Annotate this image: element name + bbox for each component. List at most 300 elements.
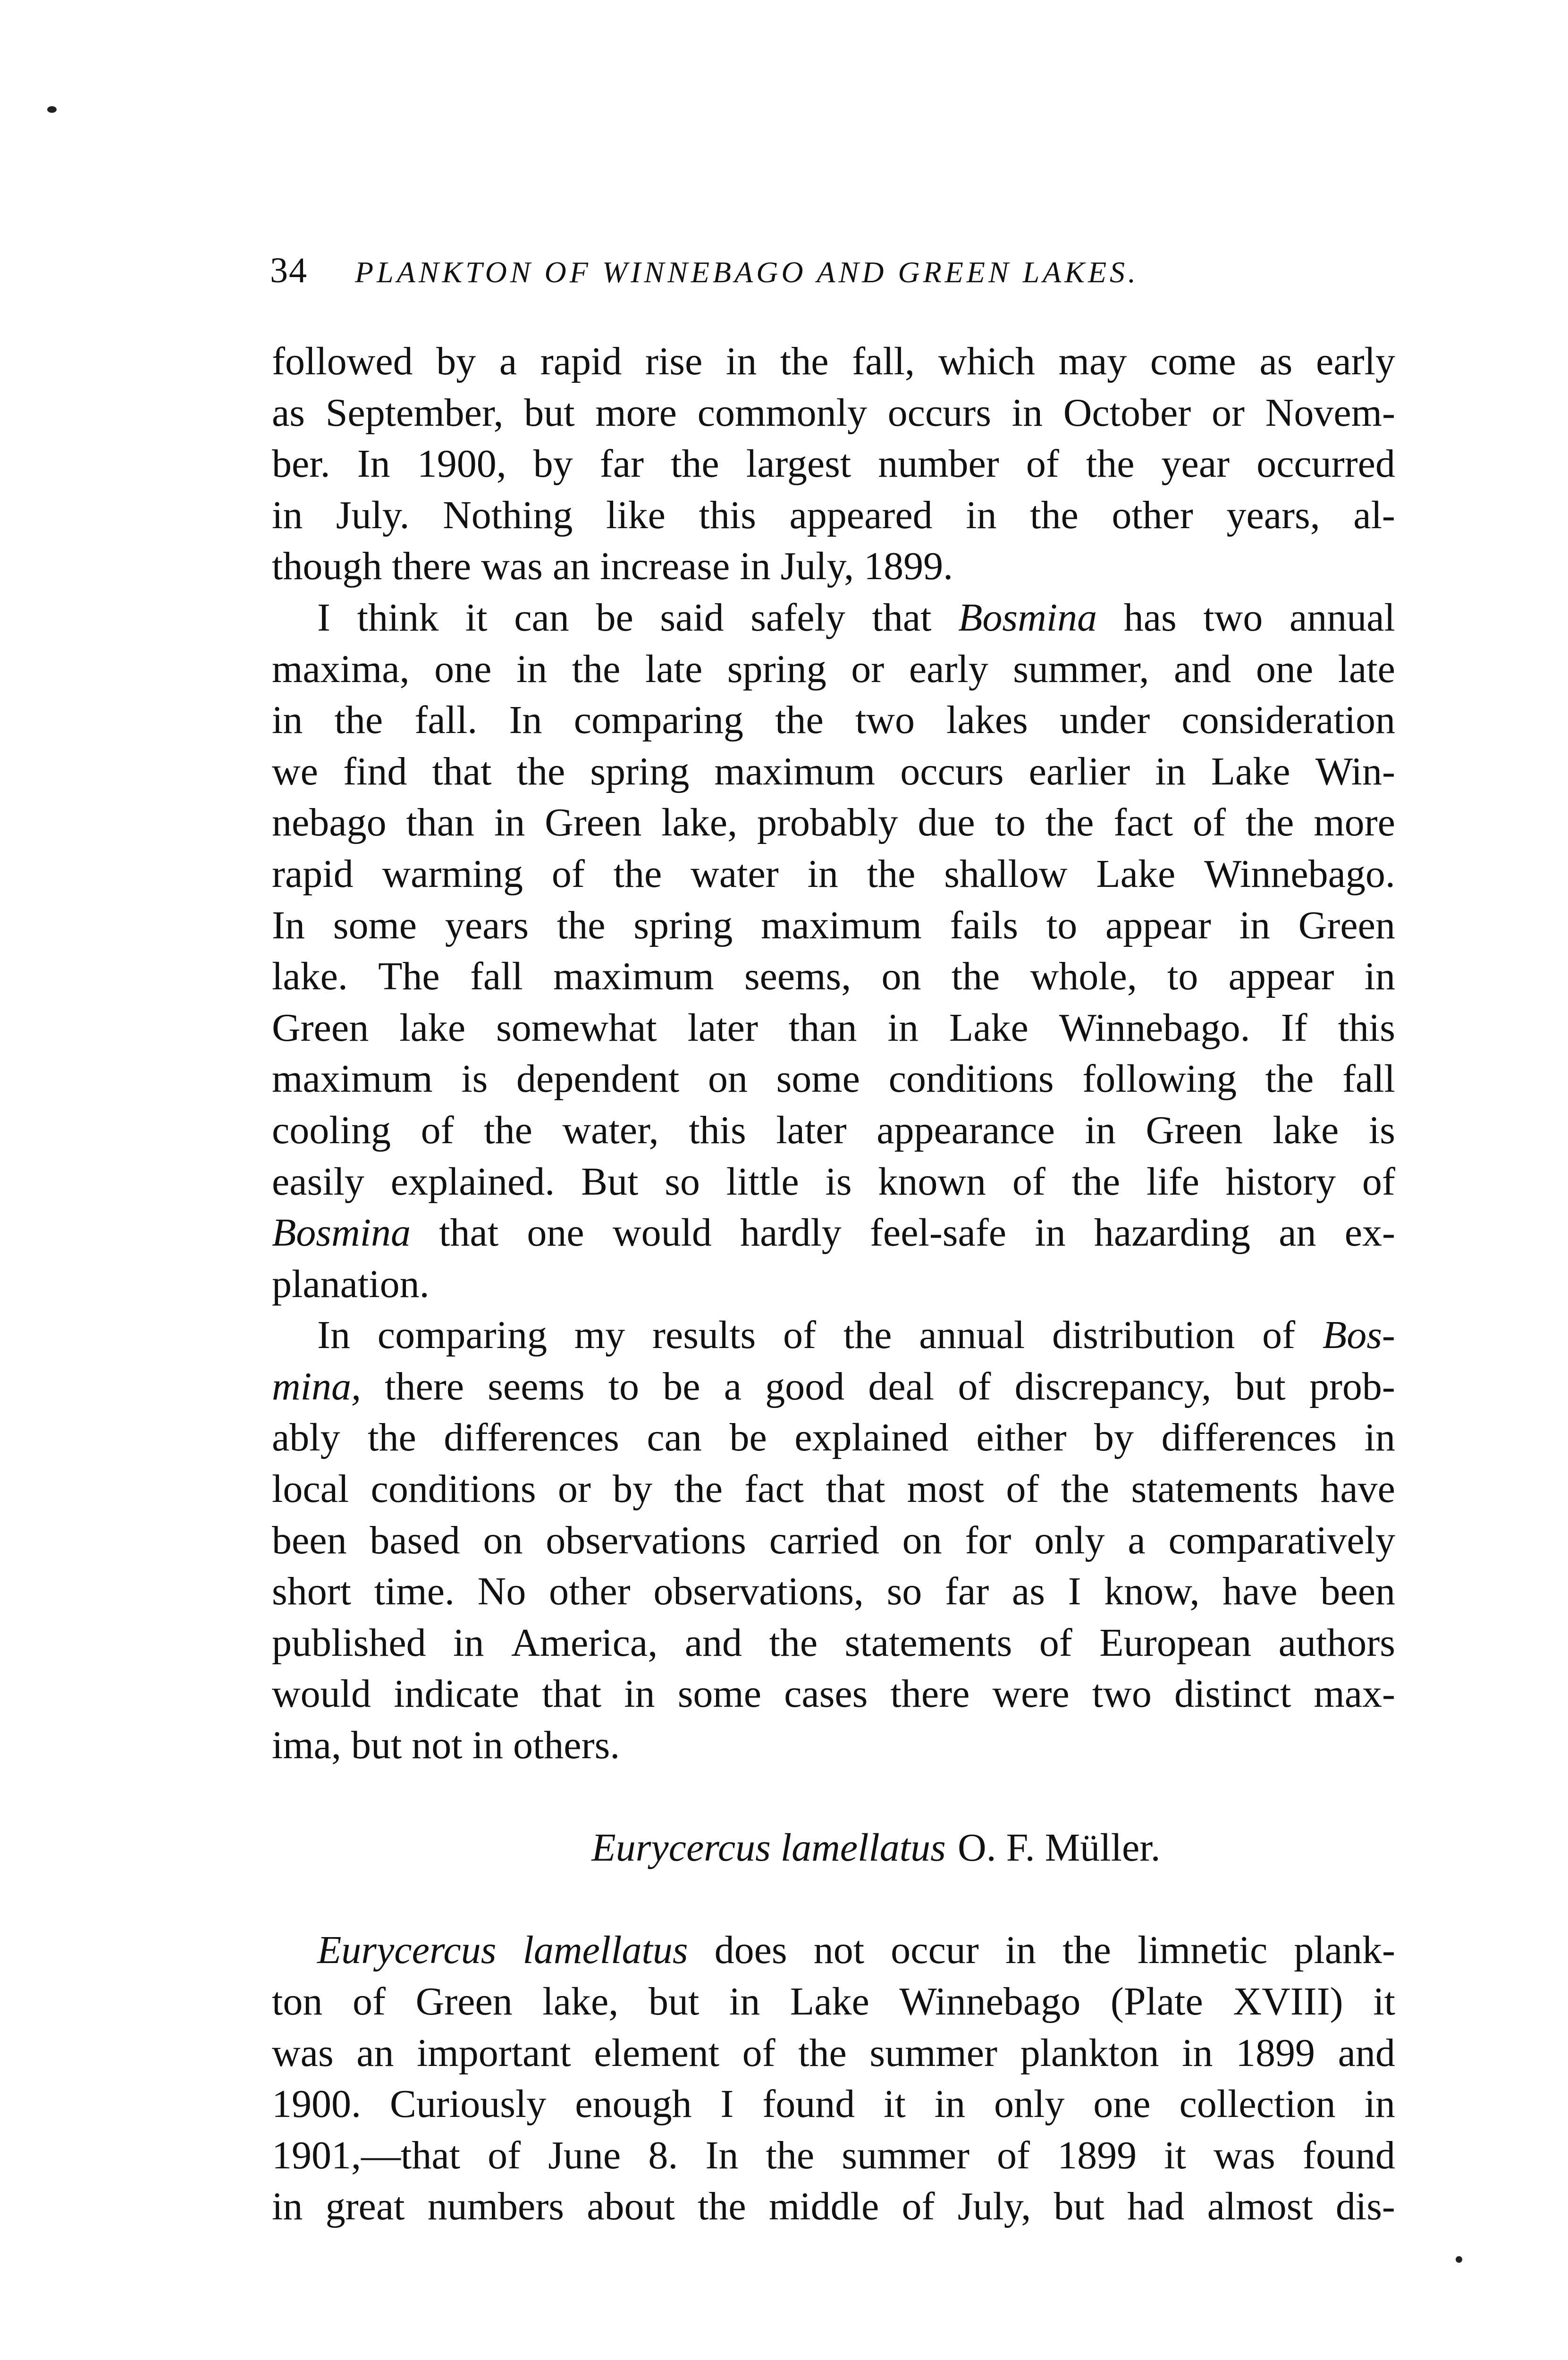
word: lake (399, 1005, 466, 1050)
word: other (1112, 493, 1193, 537)
word: history (1225, 1159, 1336, 1204)
word: The (378, 954, 440, 999)
word: rapid (540, 339, 622, 383)
word: cases (784, 1672, 868, 1716)
word: 1900, (417, 442, 506, 486)
word: to (995, 801, 1026, 845)
text-line (272, 1618, 1395, 1669)
word: only (994, 2082, 1065, 2126)
word: June (548, 2133, 621, 2177)
word: limnetic (1138, 1928, 1268, 1972)
word: in (453, 1620, 484, 1665)
word: lake, (542, 1980, 619, 2023)
word: can (514, 595, 569, 640)
word: maxima, (272, 647, 410, 691)
word: Green (272, 1005, 369, 1050)
section-spacer (272, 1874, 1395, 1925)
text-line (272, 1412, 1395, 1464)
word: the (516, 749, 565, 793)
word: or (851, 647, 885, 691)
word: other (549, 1569, 631, 1614)
word: and (684, 1620, 742, 1665)
word: rapid (272, 851, 354, 896)
word: found (762, 2082, 855, 2126)
word: there (890, 1672, 970, 1716)
word: Win- (1315, 749, 1395, 793)
word: to (1167, 954, 1198, 999)
text-line (272, 2130, 1395, 2182)
word: local (272, 1467, 349, 1511)
word: in (272, 2184, 303, 2229)
text-line (272, 1566, 1395, 1618)
word: September, (325, 390, 504, 435)
word: statements (844, 1620, 1012, 1665)
word: find (343, 749, 407, 793)
word: would (612, 1211, 712, 1255)
word: or (557, 1467, 591, 1511)
word: the (671, 442, 719, 486)
word: that (542, 1672, 602, 1716)
word: seems, (744, 954, 851, 999)
word: been (1320, 1569, 1395, 1614)
word: years (445, 903, 529, 947)
word: of (997, 2133, 1030, 2177)
word: lake. (272, 954, 348, 999)
word: in (494, 801, 525, 845)
word: of (742, 2031, 776, 2075)
word: somewhat (496, 1005, 657, 1050)
word: summer (842, 2133, 969, 2177)
word: indicate (394, 1672, 519, 1716)
word: time. (374, 1569, 455, 1614)
word: a (724, 1364, 742, 1408)
word: a (1128, 1518, 1146, 1562)
text-line (272, 900, 1395, 952)
italic-word: Bosmina (272, 1211, 411, 1255)
word: for (965, 1518, 1012, 1562)
text-line (272, 490, 1395, 541)
word: observations, (653, 1569, 864, 1614)
italic-word: Bos- (1322, 1313, 1395, 1357)
word: collection (1179, 2082, 1336, 2126)
italic-word: mina, (272, 1364, 361, 1408)
word: be (663, 1364, 700, 1408)
word: occurs (887, 390, 991, 435)
word: prob- (1309, 1364, 1395, 1408)
word: good (765, 1364, 845, 1408)
word: cooling (272, 1108, 391, 1152)
word: the (798, 2031, 847, 2075)
word: fact (744, 1467, 804, 1511)
word: by (436, 339, 476, 383)
word: in (966, 493, 997, 537)
word: number (878, 442, 999, 486)
word: summer (869, 2031, 998, 2075)
text-line (272, 1976, 1395, 2028)
word: on (708, 1057, 748, 1101)
word: the (766, 2133, 815, 2177)
word: far (944, 1569, 989, 1614)
word: about (587, 2184, 675, 2229)
word: my (574, 1313, 625, 1357)
word: distribution (1052, 1313, 1235, 1357)
word: been (272, 1518, 347, 1562)
word: an (1279, 1211, 1316, 1255)
word: carried (769, 1518, 879, 1562)
word: the (368, 1416, 416, 1460)
word: under (1059, 698, 1150, 742)
word: is (461, 1057, 488, 1101)
word: dependent (516, 1057, 680, 1101)
word: as (1012, 1569, 1045, 1614)
word: it (1373, 1980, 1395, 2023)
word: in (272, 698, 303, 742)
word: in (934, 2082, 966, 2126)
word: the (484, 1108, 532, 1152)
scan-speck (1456, 2256, 1462, 2263)
word: published (272, 1620, 426, 1665)
word: that (439, 1211, 499, 1255)
word: of (551, 851, 585, 896)
word: the (556, 903, 606, 947)
word: statements (1131, 1467, 1299, 1511)
word: Green (1298, 903, 1395, 947)
word: differences (1161, 1416, 1337, 1460)
word: of (902, 2184, 935, 2229)
word: two (1203, 595, 1263, 640)
text-line (272, 1669, 1395, 1720)
word: middle (768, 2184, 879, 2229)
word: so (665, 1159, 700, 1204)
word: on (902, 1518, 942, 1562)
word: is (1368, 1108, 1395, 1152)
word: fails (950, 903, 1019, 947)
word: max- (1314, 1672, 1395, 1716)
word: more (595, 390, 677, 435)
word: conditions (888, 1057, 1054, 1101)
word: If (1281, 1005, 1307, 1050)
word: water, (562, 1108, 659, 1152)
word: of (1039, 1620, 1072, 1665)
word: an (356, 2031, 394, 2075)
word: that (432, 749, 492, 793)
word: (Plate (1110, 1980, 1203, 2023)
word: observations (546, 1518, 746, 1562)
word: distinct (1174, 1672, 1291, 1716)
word: but (1054, 2184, 1104, 2229)
word: Nothing (443, 493, 573, 537)
word: almost (1207, 2184, 1313, 2229)
word: European (1099, 1620, 1252, 1665)
heading-author: O. F. Müller. (957, 1826, 1161, 1870)
word: the (775, 698, 824, 742)
word: year (1161, 442, 1230, 486)
word: short (272, 1569, 351, 1614)
word: Winnebago. (1059, 1005, 1250, 1050)
word: largest (746, 442, 851, 486)
word: in (729, 1980, 760, 2023)
text-line (272, 951, 1395, 1003)
word: 1899 (1057, 2133, 1137, 2177)
word: the (1045, 801, 1094, 845)
word: comparing (573, 698, 743, 742)
word: fact (1113, 801, 1173, 845)
word: come (1150, 339, 1236, 383)
word: the (867, 851, 916, 896)
word: said (660, 595, 724, 640)
word: annual (919, 1313, 1025, 1357)
word: of (1362, 1159, 1395, 1204)
word: al- (1353, 493, 1395, 537)
word: in (1239, 903, 1270, 947)
word: Lake (949, 1005, 1028, 1050)
word: In (317, 1313, 350, 1357)
word: some (677, 1672, 761, 1716)
word: in (1364, 1416, 1395, 1460)
text-line (272, 438, 1395, 490)
text-line: ima, but not in others. (272, 1723, 620, 1768)
word: know, (1104, 1569, 1200, 1614)
word: following (1082, 1057, 1237, 1101)
word: followed (272, 339, 413, 383)
word: discrepancy, (1014, 1364, 1212, 1408)
word: plank- (1294, 1928, 1395, 1972)
word: maximum (272, 1057, 433, 1101)
word: later (776, 1108, 847, 1152)
text-line (272, 746, 1395, 798)
word: one (1256, 647, 1314, 691)
word: far (599, 442, 644, 486)
text-line (272, 1003, 1395, 1054)
text-line (272, 1105, 1395, 1156)
word: to (608, 1364, 640, 1408)
word: probably (757, 801, 898, 845)
word: most (907, 1467, 985, 1511)
word: of (783, 1313, 817, 1357)
word: of (1006, 1467, 1039, 1511)
word: this (1338, 1005, 1395, 1050)
word: I (1068, 1569, 1081, 1614)
word: it (1164, 2133, 1186, 2177)
word: think (357, 595, 439, 640)
word: spring (727, 647, 826, 691)
word: early (909, 647, 988, 691)
word: to (1046, 903, 1078, 947)
word: not (813, 1928, 865, 1972)
italic-word: Eurycercus (317, 1928, 497, 1972)
word: have (1320, 1467, 1395, 1511)
word: so (886, 1569, 922, 1614)
word: fall (470, 954, 523, 999)
word: XVIII) (1233, 1980, 1343, 2023)
word: either (976, 1416, 1067, 1460)
word: the (951, 954, 1000, 999)
word: occur (891, 1928, 979, 1972)
word: can (647, 1416, 702, 1460)
word: appeared (789, 493, 933, 537)
word: life (1146, 1159, 1199, 1204)
word: ably (272, 1416, 340, 1460)
word: warming (382, 851, 523, 896)
word: it (465, 595, 488, 640)
word: maximum (761, 903, 922, 947)
word: spring (590, 749, 690, 793)
word: lakes (946, 698, 1028, 742)
word: fall (1342, 1057, 1395, 1101)
heading-taxon: Eurycercus lamellatus (591, 1826, 946, 1870)
word: years, (1226, 493, 1320, 537)
word: is (825, 1159, 852, 1204)
word: early (1316, 339, 1395, 383)
word: Green (1146, 1108, 1243, 1152)
word: whole, (1030, 954, 1137, 999)
word: this (689, 1108, 746, 1152)
word: in (807, 851, 838, 896)
word: only (1034, 1518, 1105, 1562)
word: America, (511, 1620, 658, 1665)
word: one (1093, 2082, 1151, 2126)
word: Green (545, 801, 642, 845)
text-line (272, 1464, 1395, 1515)
word: little (726, 1159, 799, 1204)
word: July. (336, 493, 410, 537)
word: which (938, 339, 1035, 383)
word: a (499, 339, 517, 383)
word: No (477, 1569, 526, 1614)
word: and (1338, 2031, 1395, 2075)
word: one (527, 1211, 584, 1255)
text-line (272, 1925, 1395, 1976)
word: there (385, 1364, 464, 1408)
word: conditions (371, 1467, 536, 1511)
word: of (1262, 1313, 1296, 1357)
word: as (272, 390, 305, 435)
word: that (872, 595, 932, 640)
word: plankton (1020, 2031, 1159, 2075)
word: In (272, 903, 305, 947)
word: the (1245, 801, 1294, 845)
word: in (1035, 1211, 1066, 1255)
word: as (1259, 339, 1293, 383)
italic-word: Bosmina (958, 595, 1097, 640)
word: the (1086, 442, 1135, 486)
word: or (1211, 390, 1245, 435)
word: I (317, 595, 330, 640)
word: earlier (1028, 749, 1130, 793)
section-heading (272, 1822, 1395, 1874)
word: July, (957, 2184, 1031, 2229)
word: ton (272, 1980, 323, 2023)
text-line (272, 592, 1395, 644)
word: element (594, 2031, 720, 2075)
page-number: 34 (270, 251, 308, 290)
word: in (1182, 2031, 1213, 2075)
word: by (533, 442, 573, 486)
word: lake, (661, 801, 738, 845)
word: in (1085, 1108, 1116, 1152)
word: of (488, 2133, 521, 2177)
word: appear (1105, 903, 1211, 947)
word: be (596, 595, 633, 640)
word: found (1302, 2133, 1395, 2177)
word: fall. (414, 698, 478, 742)
word: the (1030, 493, 1079, 537)
text-line (272, 2028, 1395, 2079)
word: shallow (944, 851, 1068, 896)
word: would (272, 1672, 371, 1716)
word: of (1193, 801, 1226, 845)
word: like (606, 493, 666, 537)
word: the (769, 1620, 818, 1665)
word: 1900. (272, 2082, 361, 2126)
word: In (705, 2133, 739, 2177)
text-line (272, 1310, 1395, 1361)
word: 8. (648, 2133, 678, 2177)
text-line: though there was an increase in July, 1899. (272, 544, 953, 589)
word: late (1338, 647, 1395, 691)
word: differences (444, 1416, 619, 1460)
word: the (674, 1467, 723, 1511)
word: on (881, 954, 921, 999)
word: 1901,—that (272, 2133, 460, 2177)
word: in (1364, 2082, 1395, 2126)
text-line (272, 1156, 1395, 1208)
word: but (1235, 1364, 1286, 1408)
word: in (887, 1005, 919, 1050)
word: by (1094, 1416, 1134, 1460)
word: was (272, 2031, 334, 2075)
word: October (1063, 390, 1191, 435)
word: deal (868, 1364, 935, 1408)
word: In (509, 698, 542, 742)
word: may (1058, 339, 1127, 383)
word: that (826, 1467, 885, 1511)
word: the (613, 851, 662, 896)
word: in (1155, 749, 1186, 793)
text-line (272, 336, 1395, 388)
word: in (1364, 954, 1395, 999)
word: be (729, 1416, 767, 1460)
body-text (272, 336, 1395, 2233)
text-line (272, 1361, 1395, 1413)
section-spacer (272, 1771, 1395, 1823)
word: of (421, 1108, 454, 1152)
word: maximum (553, 954, 714, 999)
word: But (581, 1159, 639, 1204)
word: based (370, 1518, 460, 1562)
word: two (1092, 1672, 1152, 1716)
word: in (624, 1672, 655, 1716)
running-title: PLANKTON OF WINNEBAGO AND GREEN LAKES. (355, 255, 1139, 289)
text-line (272, 1054, 1395, 1105)
word: fall, (852, 339, 915, 383)
word: safely (750, 595, 845, 640)
word: seems (488, 1364, 585, 1408)
word: late (645, 647, 703, 691)
word: Winnebago (899, 1980, 1081, 2023)
word: in (516, 647, 548, 691)
word: of (958, 1364, 991, 1408)
word: dis- (1335, 2184, 1395, 2229)
word: authors (1278, 1620, 1395, 1665)
text-line (272, 2079, 1395, 2130)
word: occurs (900, 749, 1004, 793)
word: have (1222, 1569, 1298, 1614)
text-line (272, 388, 1395, 439)
word: one (434, 647, 492, 691)
word: results (652, 1313, 756, 1357)
word: occurred (1256, 442, 1395, 486)
